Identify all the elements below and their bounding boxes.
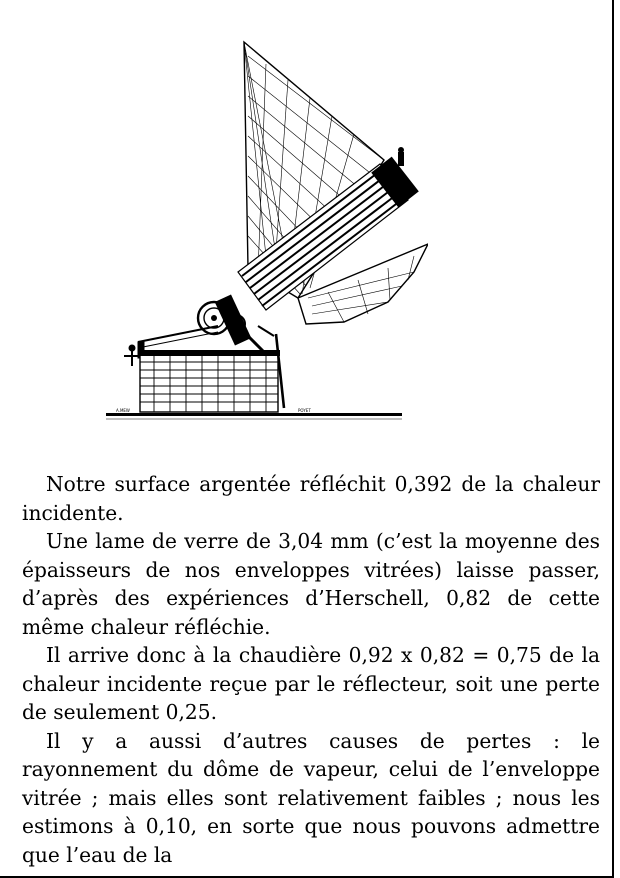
gear-mechanism xyxy=(138,294,251,348)
figure-caption-right: POYET xyxy=(298,408,311,413)
paragraph-1: Notre surface argentée réfléchit 0,392 de la chaleur incidente. xyxy=(22,472,600,525)
paragraph-2: Une lame de verre de 3,04 mm (c’est la moyenne des épaisseurs de nos enveloppes vitrées) laisse passer, d’après des expériences d’Herschell, 0,82 de cette même chaleur réfléchie. xyxy=(22,529,600,639)
paragraph-3: Il arrive donc à la chaudière 0,92 x 0,82 = 0,75 de la chaleur incidente reçue par le réflecteur, soit une perte de seulement 0,25. xyxy=(22,643,600,724)
ground-line xyxy=(106,413,402,416)
figure-caption-left: A.MEW xyxy=(116,408,130,413)
body-text xyxy=(22,470,600,869)
solar-reflector-engraving xyxy=(98,36,428,432)
paragraph-4: Il y a aussi d’autres causes de pertes : le rayonnement du dôme de vapeur, celui de l’enveloppe vitrée ; mais elles sont relativement faibles ; nous les estimons à 0,10, en sorte que nous pouvons admettre que l’eau de la xyxy=(22,728,600,867)
masonry-base xyxy=(138,326,284,412)
